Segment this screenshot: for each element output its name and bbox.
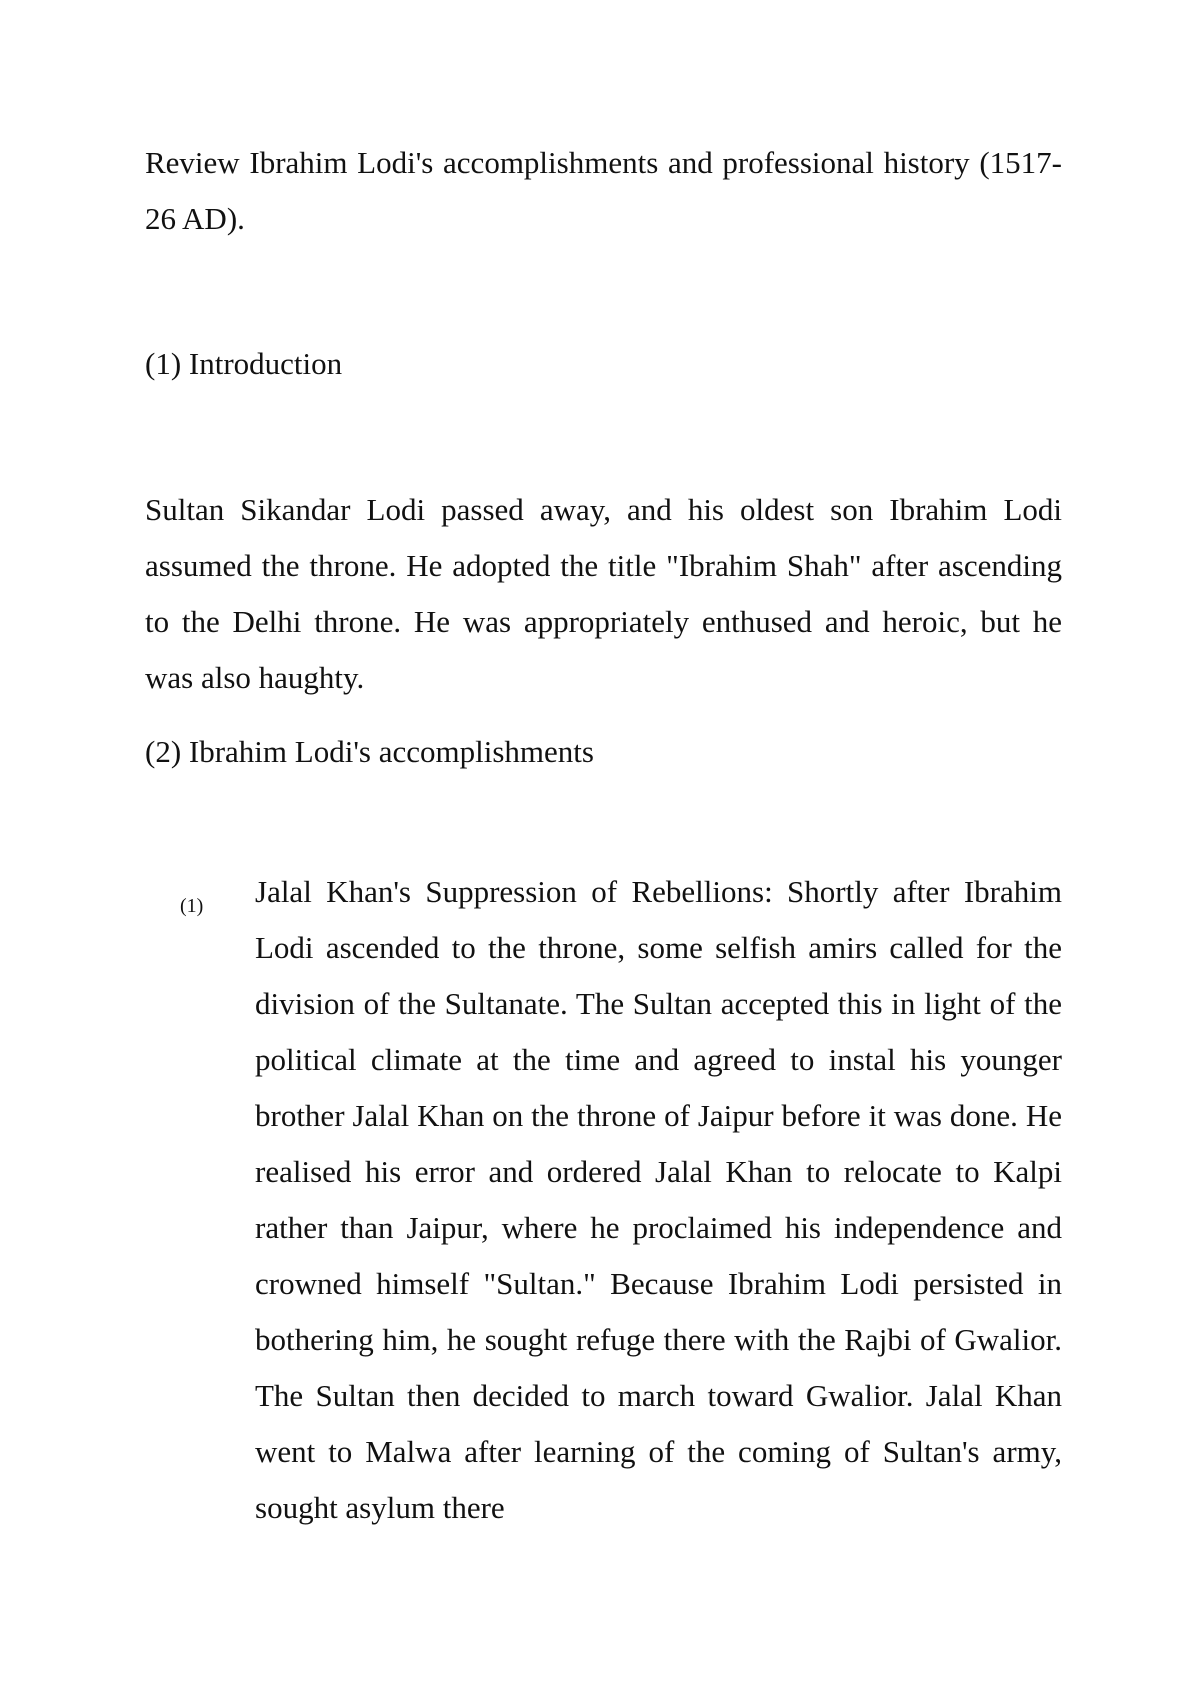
section-heading-accomplishments: (2) Ibrahim Lodi's accomplishments bbox=[145, 734, 594, 769]
list-item-text: Jalal Khan's Suppression of Rebellions: Shortly after Ibrahim Lodi ascended to the throne, some selfish amirs called for the division of the Sultanate. The Sultan accepted this in light of the political climate at the time and agreed to instal his younger brother Jalal Khan on the throne of Jaipur before it was done. He realised his error and ordered Jalal Khan to relocate to Kalpi rather than Jaipur, where he proclaimed his independence and crowned himself "Sultan." Because Ibrahim Lodi persisted in bothering him, he sought refuge there with the Rajbi of Gwalior. The Sultan then decided to march toward Gwalior. Jalal Khan went to Malwa after learning of the coming of Sultan's army, sought asylum there bbox=[255, 874, 1062, 1525]
document-title: Review Ibrahim Lodi's accomplishments and professional history (1517-26 AD). bbox=[145, 145, 1062, 236]
section-heading-introduction: (1) Introduction bbox=[145, 346, 343, 381]
intro-paragraph: Sultan Sikandar Lodi passed away, and his oldest son Ibrahim Lodi assumed the throne. He adopted the title "Ibrahim Shah" after ascending to the Delhi throne. He was appropriately enthused and heroic, but he was also haughty. bbox=[145, 492, 1062, 695]
list-item-marker: (1) bbox=[180, 895, 204, 917]
